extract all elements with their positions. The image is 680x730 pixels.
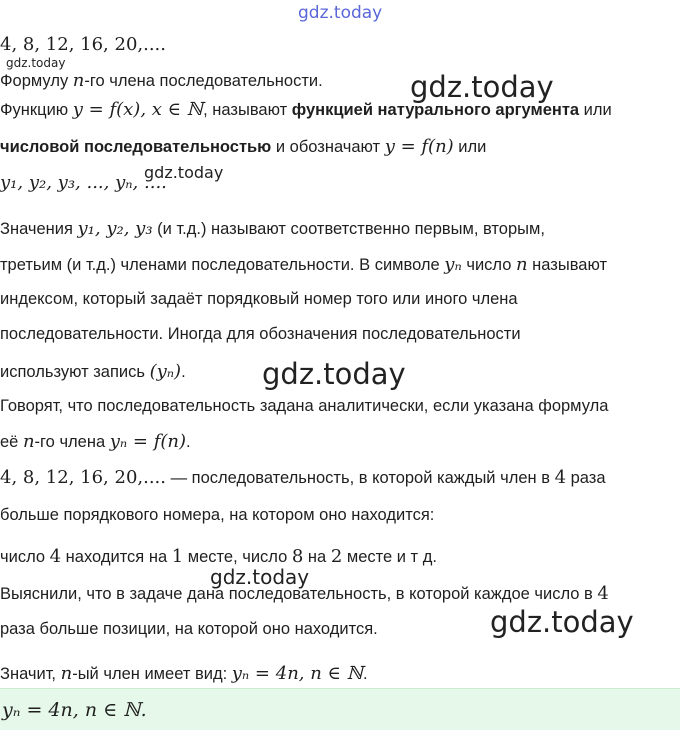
times-line: раза больше позиции, на которой оно находится.: [0, 620, 378, 638]
y-list: y₁, y₂, y₃, ..., yₙ, ....: [0, 172, 167, 193]
use-notation-line: используют запись (yₙ).: [0, 361, 186, 382]
watermark: gdz.today: [490, 605, 634, 639]
watermark-top: gdz.today: [298, 3, 383, 23]
watermark: gdz.today: [210, 565, 310, 589]
sequence-notation-line: последовательности. Иногда для обозначения последовательности: [0, 325, 521, 343]
values-line: Значения y₁, y₂, y₃ (и т.д.) называют соответственно первым, вторым,: [0, 218, 545, 239]
watermark: gdz.today: [262, 357, 406, 391]
position-line: число 4 находится на 1 месте, число 8 на 2 месте и т д.: [0, 546, 437, 567]
numeric-sequence-line: числовой последовательностью и обозначают y = f(n) или: [0, 136, 487, 157]
watermark: gdz.today: [144, 163, 224, 182]
third-line: третьим (и т.д.) членами последовательности. В символе yₙ число n называют: [0, 254, 608, 275]
analytic-line: Говорят, что последовательность задана аналитически, если указана формула: [0, 397, 609, 415]
formula-line: Формулу n-го члена последовательности.: [0, 70, 323, 91]
sequence-example: 4, 8, 12, 16, 20,....: [0, 34, 166, 55]
conclusion-line: Значит, n-ый член имеет вид: yₙ = 4n, n ∈ ℕ.: [0, 663, 368, 684]
more-line: больше порядкового номера, на котором оно находится:: [0, 506, 435, 524]
function-line: Функцию y = f(x), x ∈ ℕ, называют функцией натурального аргумента или: [0, 99, 612, 120]
nth-term-line: её n-го члена yₙ = f(n).: [0, 431, 191, 452]
index-line: индексом, который задаёт порядковый номер того или иного члена: [0, 290, 518, 308]
answer-formula: yₙ = 4n, n ∈ ℕ.: [2, 699, 147, 721]
found-line: Выяснили, что в задаче дана последовательность, в которой каждое число в 4: [0, 583, 609, 604]
watermark: gdz.today: [410, 70, 554, 104]
watermark-small: gdz.today: [6, 56, 66, 70]
sequence-explanation-line: 4, 8, 12, 16, 20,.... — последовательность, в которой каждый член в 4 раза: [0, 467, 606, 488]
answer-box: [0, 688, 680, 730]
